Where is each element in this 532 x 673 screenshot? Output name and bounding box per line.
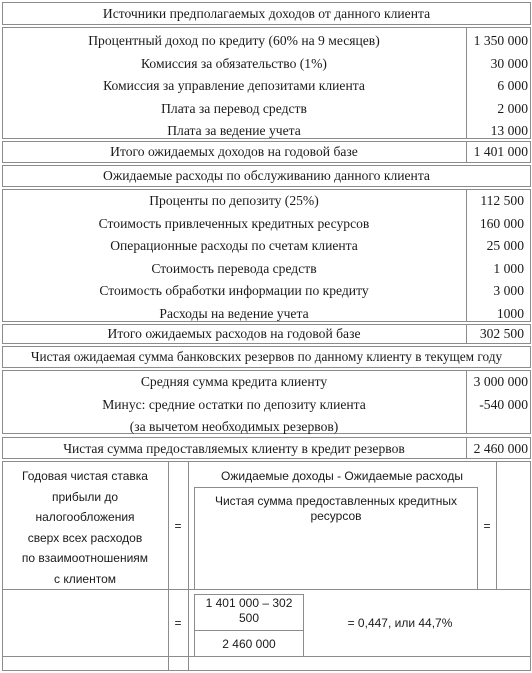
expense-item-value: 1 000 — [493, 260, 524, 276]
reserves-values — [466, 371, 528, 416]
formula-lhs-line: с клиентом — [53, 571, 116, 586]
expense-item-value: 25 000 — [486, 238, 524, 253]
formula-col-divider — [496, 461, 497, 589]
formula-bottom-line — [2, 656, 531, 657]
income-item-value: 1 350 000 — [473, 33, 528, 48]
income-labels — [2, 30, 466, 143]
expense-item-label: Операционные расходы по счетам клиента — [110, 238, 358, 253]
expense-item-label: Стоимость привлеченных кредитных ресурсов — [98, 215, 370, 231]
income-item-label: Плата за ведение учета — [167, 123, 301, 138]
income-item-value: 2 000 — [497, 100, 528, 116]
reserve-item-label: Средняя сумма кредита клиенту — [140, 374, 328, 389]
expense-item-label: Расходы на ведение учета — [159, 305, 309, 321]
denominator-label: Чистая сумма предоставленных кредитных ресурсов — [214, 494, 457, 523]
income-item-label: Комиссия за обязательство (1%) — [141, 55, 327, 71]
income-total-label: Итого ожидаемых доходов на годовой базе — [110, 144, 358, 159]
reserve-item-value: 3 000 000 — [473, 374, 528, 389]
equals-sign: = — [174, 616, 182, 630]
reserve-item-label: Минус: средние остатки по депозиту клиента — [102, 396, 366, 412]
expense-item-value: 160 000 — [479, 215, 524, 231]
income-item-value: 6 000 — [497, 78, 528, 93]
numerator-label: Ожидаемые доходы - Ожидаемые расходы — [221, 469, 463, 483]
reserves-title: Чистая ожидаемая сумма банковских резервов по данному клиенту в текущем году — [30, 349, 503, 364]
expense-item-label: Стоимость обработки информации по кредиту — [99, 283, 369, 298]
formula-result: = 0,447, или 44,7% — [347, 616, 453, 630]
expense-item-value: 3 000 — [493, 283, 524, 298]
income-item-value: 13 000 — [490, 123, 528, 138]
formula-lhs-line: сверх всех расходов — [27, 530, 143, 545]
expenses-values — [466, 190, 524, 325]
expense-item-value: 112 500 — [480, 193, 524, 208]
formula-lhs-line: прибыли до — [51, 489, 119, 504]
formula-row-divider — [2, 589, 531, 590]
income-item-label: Плата за перевод средств — [161, 100, 307, 116]
formula-lhs-line: Годовая чистая ставка — [22, 469, 148, 483]
expense-item-label: Стоимость перевода средств — [151, 260, 317, 276]
expenses-total-value: 302 500 — [479, 326, 524, 341]
formula-col-divider — [188, 461, 189, 671]
expense-item-label: Проценты по депозиту (25%) — [149, 193, 319, 208]
expenses-labels — [2, 190, 466, 325]
equals-sign: = — [483, 519, 491, 533]
formula-lhs — [2, 466, 168, 589]
reserve-item-value: -540 000 — [479, 396, 528, 412]
denominator-value: 2 460 000 — [222, 637, 276, 651]
income-item-label: Комиссия за управление депозитами клиента — [103, 78, 365, 93]
reserves-total-value: 2 460 000 — [473, 441, 528, 456]
income-title: Источники предполагаемых доходов от данного клиента — [102, 6, 431, 21]
reserve-item-label: (за вычетом необходимых резервов) — [129, 419, 339, 434]
fraction-bar — [194, 630, 304, 631]
expense-item-value: 1000 — [496, 305, 524, 321]
income-values — [466, 30, 528, 143]
reserves-total-label: Чистая сумма предоставляемых клиенту в кредит резервов — [63, 441, 405, 456]
income-item-label: Процентный доход по кредиту (60% на 9 месяцев) — [88, 33, 380, 48]
reserves-labels — [2, 371, 466, 439]
income-item-value: 30 000 — [490, 55, 528, 71]
formula-col-divider — [168, 461, 169, 671]
income-total-value: 1 401 000 — [473, 144, 528, 159]
expenses-total-label: Итого ожидаемых расходов на годовой базе — [107, 326, 361, 341]
formula-lhs-line: по взаимоотношениям — [21, 551, 149, 565]
formula-lhs-line: налогообложения — [35, 510, 135, 524]
numerator-value: 1 401 000 – 302 500 — [205, 596, 293, 625]
expenses-title: Ожидаемые расходы по обслуживанию данного клиента — [103, 168, 430, 183]
equals-sign: = — [174, 519, 182, 533]
